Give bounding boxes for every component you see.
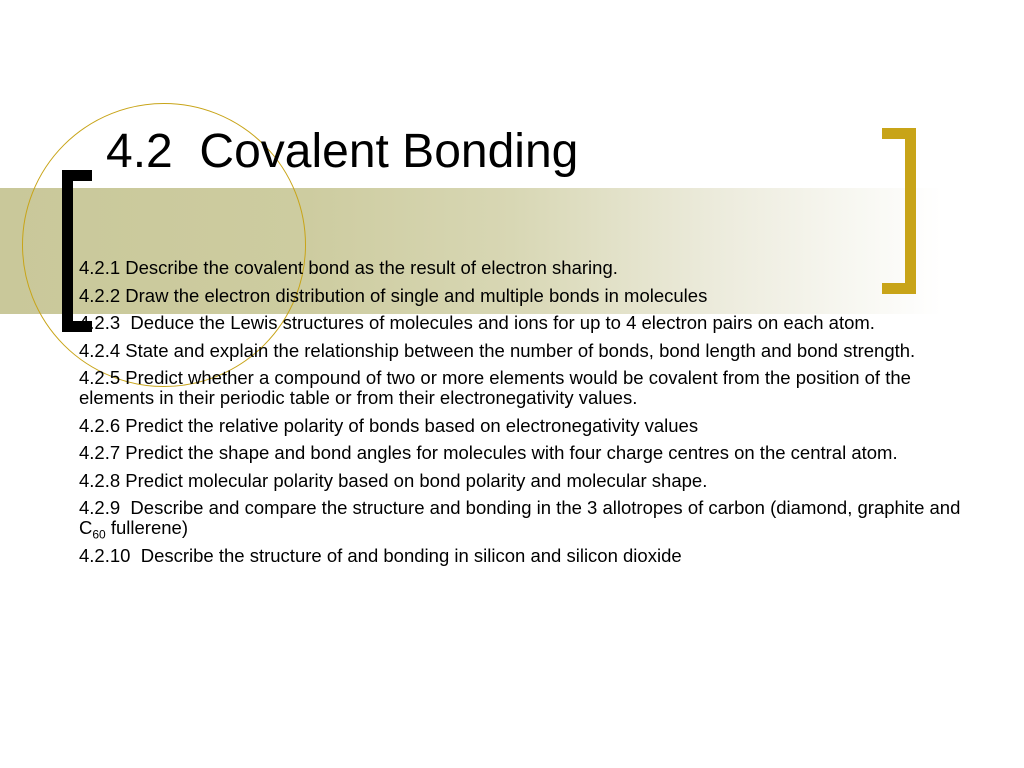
- objective-text-end: fullerene): [105, 517, 188, 538]
- objective-item: 4.2.7 Predict the shape and bond angles for molecules with four charge centres on the central atom.: [79, 442, 898, 463]
- objective-item: 4.2.5 Predict whether a compound of two or more elements would be covalent from the position of the elements in their periodic table or from their electronegativity values.: [79, 367, 917, 408]
- objective-text: 4.2.9 Describe and compare the structure and bonding in the 3 allotropes of carbon (diamond, graphite and C: [79, 497, 966, 538]
- objective-item: 4.2.10 Describe the structure of and bonding in silicon and silicon dioxide: [79, 544, 682, 566]
- objective-item: [79, 497, 969, 542]
- objective-item: 4.2.6 Predict the relative polarity of bonds based on electronegativity values: [79, 414, 699, 436]
- objective-item: 4.2.2 Draw the electron distribution of single and multiple bonds in molecules: [79, 284, 708, 306]
- slide-title: 4.2 Covalent Bonding: [106, 125, 579, 178]
- objective-item: 4.2.1 Describe the covalent bond as the result of electron sharing.: [79, 257, 618, 278]
- objective-item: 4.2.8 Predict molecular polarity based on bond polarity and molecular shape.: [79, 469, 708, 491]
- objective-item: 4.2.4 State and explain the relationship between the number of bonds, bond length and bond strength.: [79, 339, 916, 361]
- objective-item: 4.2.3 Deduce the Lewis structures of molecules and ions for up to 4 electron pairs on each atom.: [79, 312, 875, 333]
- subscript-60: 60: [92, 527, 106, 542]
- objectives-list: [79, 258, 969, 573]
